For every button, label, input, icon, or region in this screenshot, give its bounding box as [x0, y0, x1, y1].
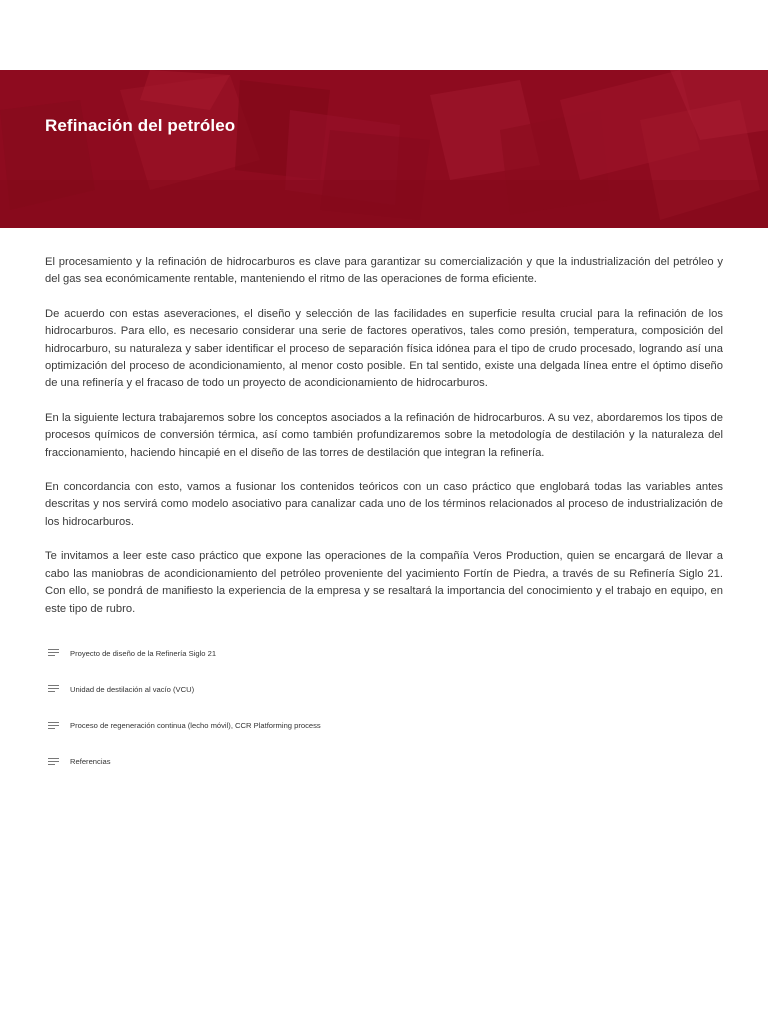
toc-item-label: Referencias — [70, 757, 111, 767]
intro-paragraph: En la siguiente lectura trabajaremos sobre los conceptos asociados a la refinación de hidrocarburos. A su vez, abordaremos los tipos de procesos químicos de conversión térmica, así como también profundizaremos sobre la metodología de destilación y la naturaleza del fraccionamiento, haciendo hincapié en el diseño de las torres de destilación que integran la refinería. — [45, 411, 723, 459]
intro-paragraph: Te invitamos a leer este caso práctico que expone las operaciones de la compañía Veros Production, quien se encargará de llevar a cabo las maniobras de acondicionamiento del petróleo proveniente del yacimiento Fortín de Piedra, a través de su Refinería Siglo 21. Con ello, se pondrá de manifiesto la experiencia de la empresa y se resaltará la importancia del conocimiento y el trabajo en equipo, en este tipo de rubro. — [45, 550, 723, 615]
intro-paragraph: El procesamiento y la refinación de hidrocarburos es clave para garantizar su comercialización y que la industrialización del petróleo y del gas sea económicamente rentable, manteniendo el ritmo de las operaciones de forma eficiente. — [45, 256, 723, 286]
table-of-contents — [48, 645, 648, 790]
toc-item-label: Unidad de destilación al vacío (VCU) — [70, 684, 195, 694]
intro-paragraph: De acuerdo con estas aseveraciones, el diseño y selección de las facilidades en superficie resulta crucial para la refinación de los hidrocarburos. Para ello, es necesario considerar una serie de factores operativos, tales como presión, temperatura, composición del hidrocarburo, su naturaleza y saber identificar el proceso de separación física idónea para el tipo de crudo procesado, logrando así una optimización del proceso de acondicionamiento, al menor costo posible. En tal sentido, existe una delgada línea entre el óptimo diseño de una refinería y el fracaso de todo un proyecto de acondicionamiento de hidrocarburos. — [45, 307, 723, 390]
toc-item-label: Proceso de regeneración continua (lecho móvil), CCR Platforming process — [70, 721, 321, 731]
text-lines-icon — [48, 684, 60, 694]
toc-item-proyecto-diseno[interactable] — [48, 645, 648, 661]
header-banner — [0, 70, 768, 228]
toc-item-regeneracion-continua[interactable] — [48, 718, 648, 734]
text-lines-icon — [48, 648, 60, 658]
page-title: Refinación del petróleo — [45, 116, 236, 135]
toc-item-referencias[interactable] — [48, 754, 648, 770]
header-background-image — [0, 70, 768, 228]
text-lines-icon — [48, 757, 60, 767]
toc-item-label: Proyecto de diseño de la Refinería Siglo 21 — [70, 648, 217, 658]
intro-paragraph: En concordancia con esto, vamos a fusionar los contenidos teóricos con un caso práctico que englobará todas las variables antes descritas y nos servirá como modelo asociativo para canalizar cada uno de los términos relacionados al proceso de industrialización de los hidrocarburos. — [45, 481, 723, 528]
toc-item-unidad-destilacion[interactable] — [48, 681, 648, 697]
intro-body — [45, 254, 723, 635]
text-lines-icon — [48, 721, 60, 731]
